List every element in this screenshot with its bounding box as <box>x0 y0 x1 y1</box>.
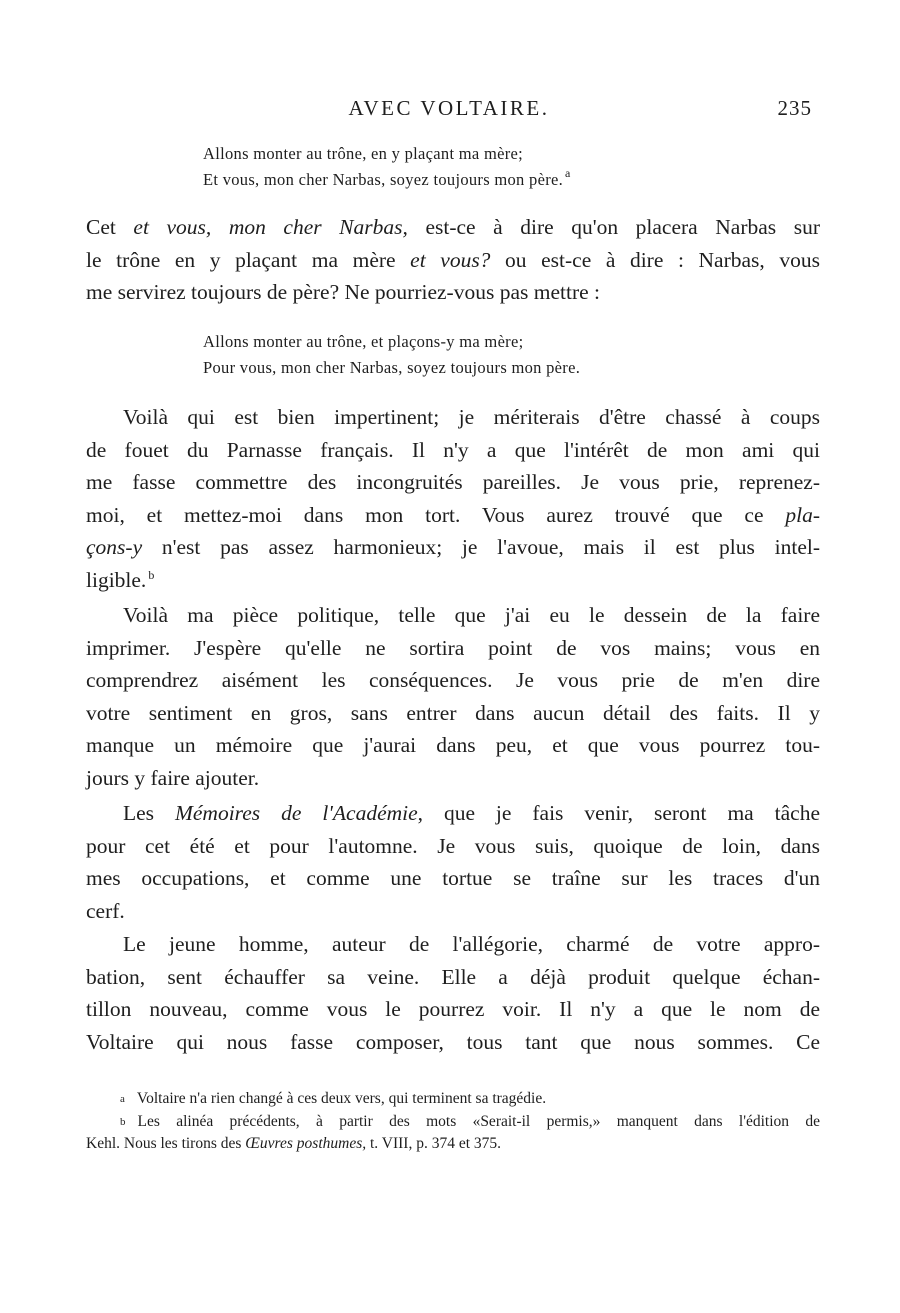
verse-line-text: Et vous, mon cher Narbas, soyez toujours mon père. <box>203 170 564 189</box>
text-line <box>86 797 820 830</box>
text-line: pour cet été et pour l'automne. Je vous suis, quoique de loin, dans <box>86 833 820 858</box>
text-run: , que je fais venir, seront ma tâche <box>417 801 821 825</box>
text-run: est-ce à dire qu'on placera Narbas sur <box>407 215 820 239</box>
footnote-ref-a: a <box>565 166 571 180</box>
verse-line: Allons monter au trône, en y plaçant ma mère; <box>203 144 524 163</box>
italic-run: çons-y <box>86 535 143 560</box>
text-line: mes occupations, et comme une tortue se traîne sur les traces d'un <box>86 866 820 891</box>
text-line: cerf. <box>86 898 125 923</box>
text-line: me fasse commettre des incongruités pareilles. Je vous prie, reprenez- <box>86 470 820 495</box>
paragraph-2 <box>86 401 820 597</box>
running-title: AVEC VOLTAIRE. <box>348 96 550 120</box>
text-line: Voltaire qui nous fasse composer, tous tant que nous sommes. Ce <box>86 1029 820 1054</box>
text-line: me servirez toujours de père? Ne pourriez-vous pas mettre : <box>86 280 601 305</box>
text-run: ligible. <box>86 567 147 592</box>
italic-run: et vous, mon cher Narbas, <box>133 215 408 239</box>
footnote-a <box>86 1088 820 1111</box>
italic-run: Œuvres posthumes, <box>245 1135 367 1152</box>
footnote-b <box>86 1111 820 1134</box>
text-line: de fouet du Parnasse français. Il n'y a que l'intérêt de mon ami qui <box>86 437 820 462</box>
footnote-b-continued <box>86 1133 820 1156</box>
text-line: comprendrez aisément les conséquences. Je vous prie de m'en dire <box>86 668 820 693</box>
verse-quote-2 <box>203 329 580 381</box>
footnote-text: Voltaire n'a rien changé à ces deux vers, qui terminent sa tragédie. <box>136 1090 547 1107</box>
text-line: tillon nouveau, comme vous le pourrez voir. Il n'y a que le nom de <box>86 997 820 1022</box>
verse-line <box>203 167 571 193</box>
text-run: le trône en y plaçant ma mère <box>86 247 411 272</box>
text-run: Kehl. Nous les tirons des <box>86 1135 246 1152</box>
text-run: t. VIII, p. 374 et 375. <box>366 1135 502 1152</box>
paragraph-1 <box>86 211 820 309</box>
paragraph-5 <box>86 928 820 1058</box>
text-line: Voilà ma pièce politique, telle que j'ai eu le dessein de la faire <box>123 603 820 627</box>
text-line: bation, sent échauffer sa veine. Elle a déjà produit quelque échan- <box>86 964 820 989</box>
text-line: manque un mémoire que j'aurai dans peu, et que vous pourrez tou- <box>86 733 820 758</box>
text-line: imprimer. J'espère qu'elle ne sortira point de vos mains; vous en <box>86 635 820 660</box>
text-run: n'est pas assez harmonieux; je l'avoue, mais il est plus intel- <box>142 535 820 560</box>
text-line <box>86 499 820 532</box>
text-line: Voilà qui est bien impertinent; je mériterais d'être chassé à coups <box>123 405 820 429</box>
text-run: moi, et mettez-moi dans mon tort. Vous aurez trouvé que ce <box>86 502 786 527</box>
text-line: Le jeune homme, auteur de l'allégorie, charmé de votre appro- <box>123 932 820 956</box>
page-number: 235 <box>777 96 812 120</box>
italic-run: et vous? <box>410 247 491 272</box>
verse-line: Pour vous, mon cher Narbas, soyez toujours mon père. <box>203 358 581 377</box>
italic-run: Mémoires de l'Académie <box>174 801 418 825</box>
text-line: votre sentiment en gros, sans entrer dans aucun détail des faits. Il y <box>86 700 820 725</box>
text-run: Les <box>123 801 175 825</box>
italic-run: pla- <box>785 502 820 527</box>
verse-quote-1 <box>203 141 571 193</box>
text-run: ou est-ce à dire : Narbas, vous <box>490 247 821 272</box>
text-line <box>86 531 820 564</box>
paragraph-3 <box>86 599 820 795</box>
footnote-marker: b <box>120 1115 126 1128</box>
text-line: jours y faire ajouter. <box>86 765 260 790</box>
page-header <box>86 96 812 126</box>
footnote-text: Les alinéa précédents, à partir des mots «Serait-il permis,» manquent dans l'édition de <box>137 1112 820 1130</box>
verse-line: Allons monter au trône, et plaçons-y ma mère; <box>203 332 524 351</box>
footnote-ref-b: b <box>148 567 155 582</box>
text-line <box>86 211 820 244</box>
paragraph-4 <box>86 797 820 927</box>
text-run: Cet <box>86 215 134 239</box>
footnote-marker: a <box>120 1093 125 1105</box>
footnotes <box>86 1088 820 1156</box>
text-line <box>86 564 820 597</box>
text-line <box>86 244 820 277</box>
